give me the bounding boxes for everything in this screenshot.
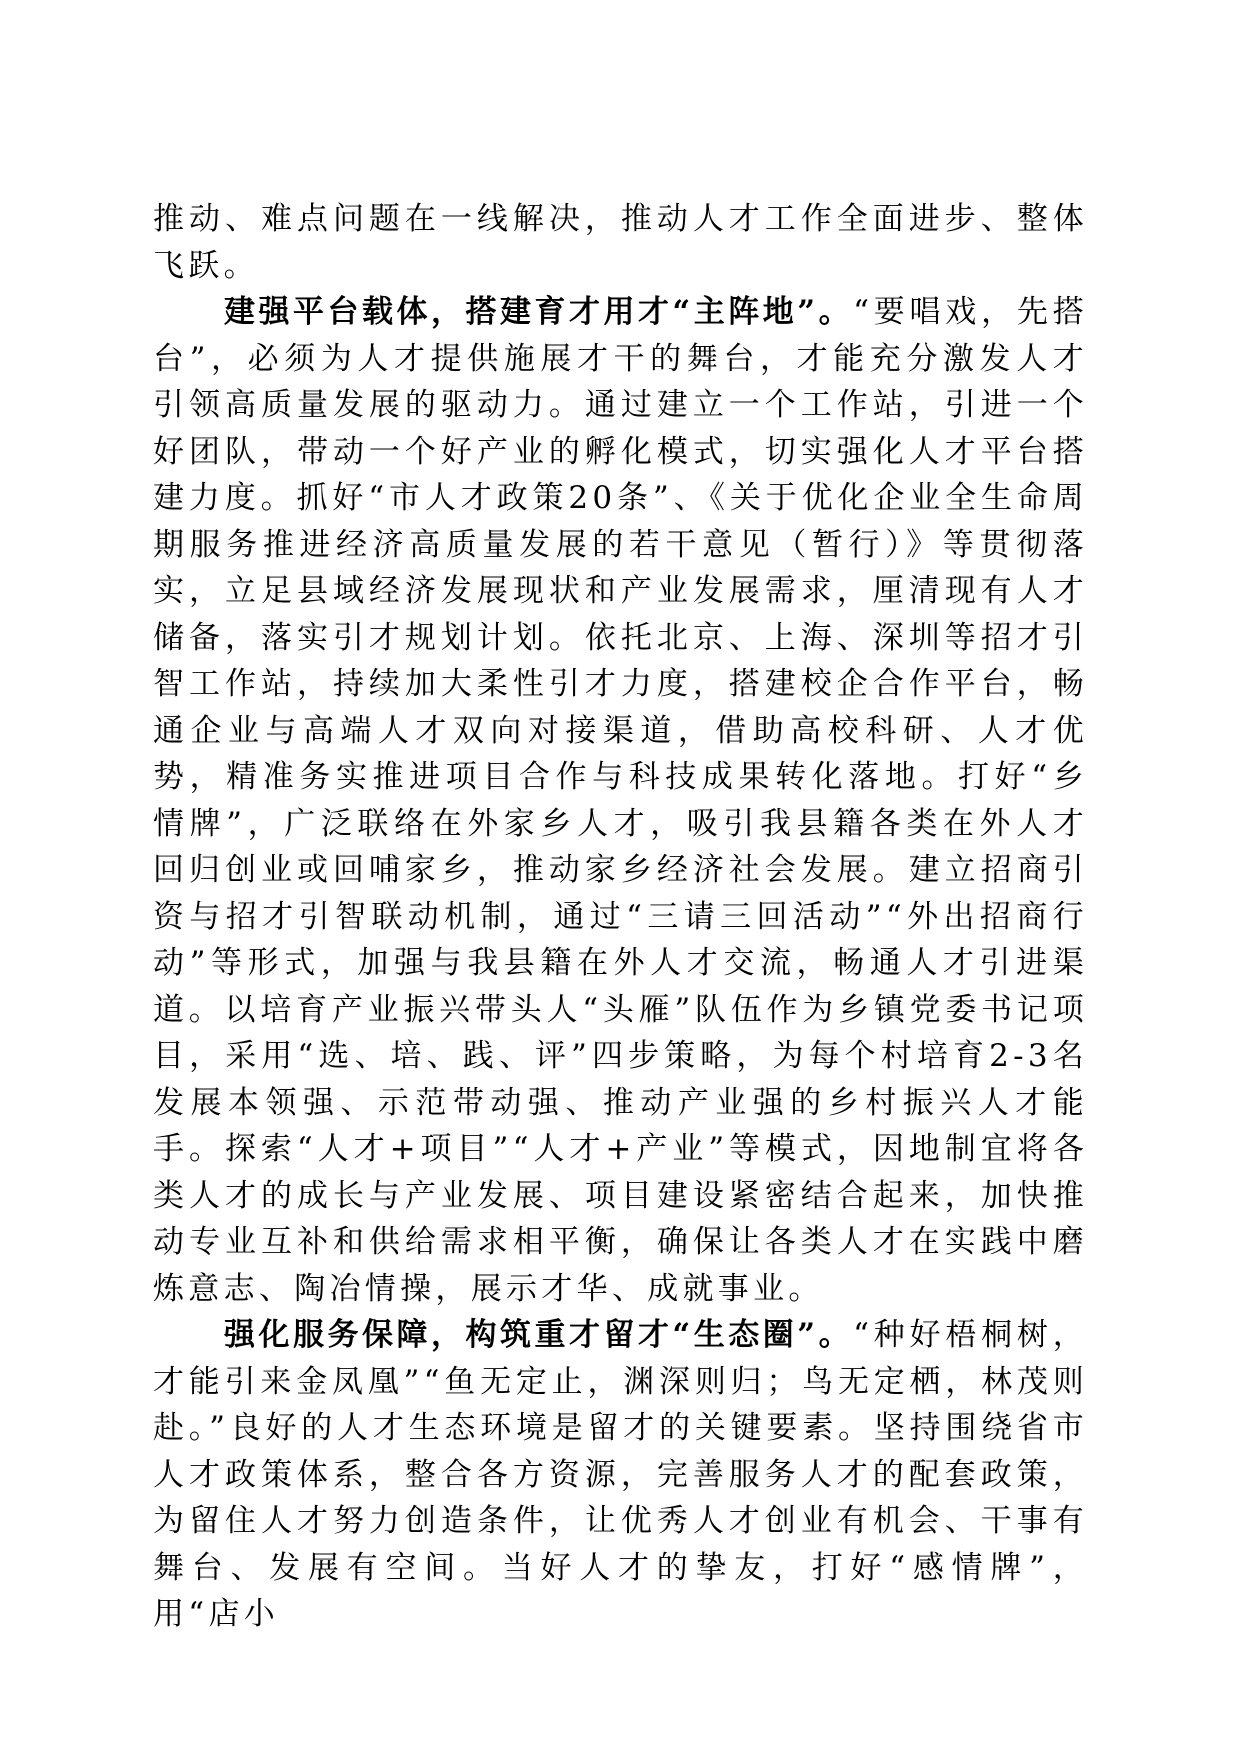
paragraph-continuation (153, 196, 1088, 289)
body-text (153, 196, 1088, 1638)
paragraph-service (153, 1312, 1088, 1638)
paragraph-body: “要唱戏，先搭台”，必须为人才提供施展才干的舞台，才能充分激发人才引领高质量发展的驱动力。通过建立一个工作站，引进一个好团队，带动一个好产业的孵化模式，切实强化人才平台搭建力度。抓好“市人才政策20条”、《关于优化企业全生命周期服务推进经济高质量发展的若干意见（暂行）》等贯彻落实，立足县域经济发展现状和产业发展需求，厘清现有人才储备，落实引才规划计划。依托北京、上海、深圳等招才引智工作站，持续加大柔性引才力度，搭建校企合作平台，畅通企业与高端人才双向对接渠道，借助高校科研、人才优势，精准务实推进项目合作与科技成果转化落地。打好“乡情牌”，广泛联络在外家乡人才，吸引我县籍各类在外人才回归创业或回哺家乡，推动家乡经济社会发展。建立招商引资与招才引智联动机制，通过“三请三回活动”“外出招商行动”等形式，加强与我县籍在外人才交流，畅通人才引进渠道。以培育产业振兴带头人“头雁”队伍作为乡镇党委书记项目，采用“选、培、践、评”四步策略，为每个村培育2-3名发展本领强、示范带动强、推动产业强的乡村振兴人才能手。探索“人才+项目”“人才+产业”等模式，因地制宜将各类人才的成长与产业发展、项目建设紧密结合起来，加快推动专业互补和供给需求相平衡，确保让各类人才在实践中磨炼意志、陶冶情操，展示才华、成就事业。 (153, 294, 1088, 1307)
paragraph-heading: 强化服务保障，构筑重才留才“生态圈”。 (224, 1317, 854, 1353)
paragraph-platform (153, 289, 1088, 1312)
paragraph-body: 推动、难点问题在一线解决，推动人才工作全面进步、整体飞跃。 (153, 201, 1088, 284)
paragraph-body: “种好梧桐树，才能引来金凤凰”“鱼无定止，渊深则归；鸟无定栖，林茂则赴。”良好的人才生态环境是留才的关键要素。坚持围绕省市人才政策体系，整合各方资源，完善服务人才的配套政策，为留住人才努力创造条件，让优秀人才创业有机会、干事有舞台、发展有空间。当好人才的挚友，打好“感情牌”，用“店小 (153, 1317, 1088, 1632)
paragraph-heading: 建强平台载体，搭建育才用才“主阵地”。 (224, 294, 854, 330)
